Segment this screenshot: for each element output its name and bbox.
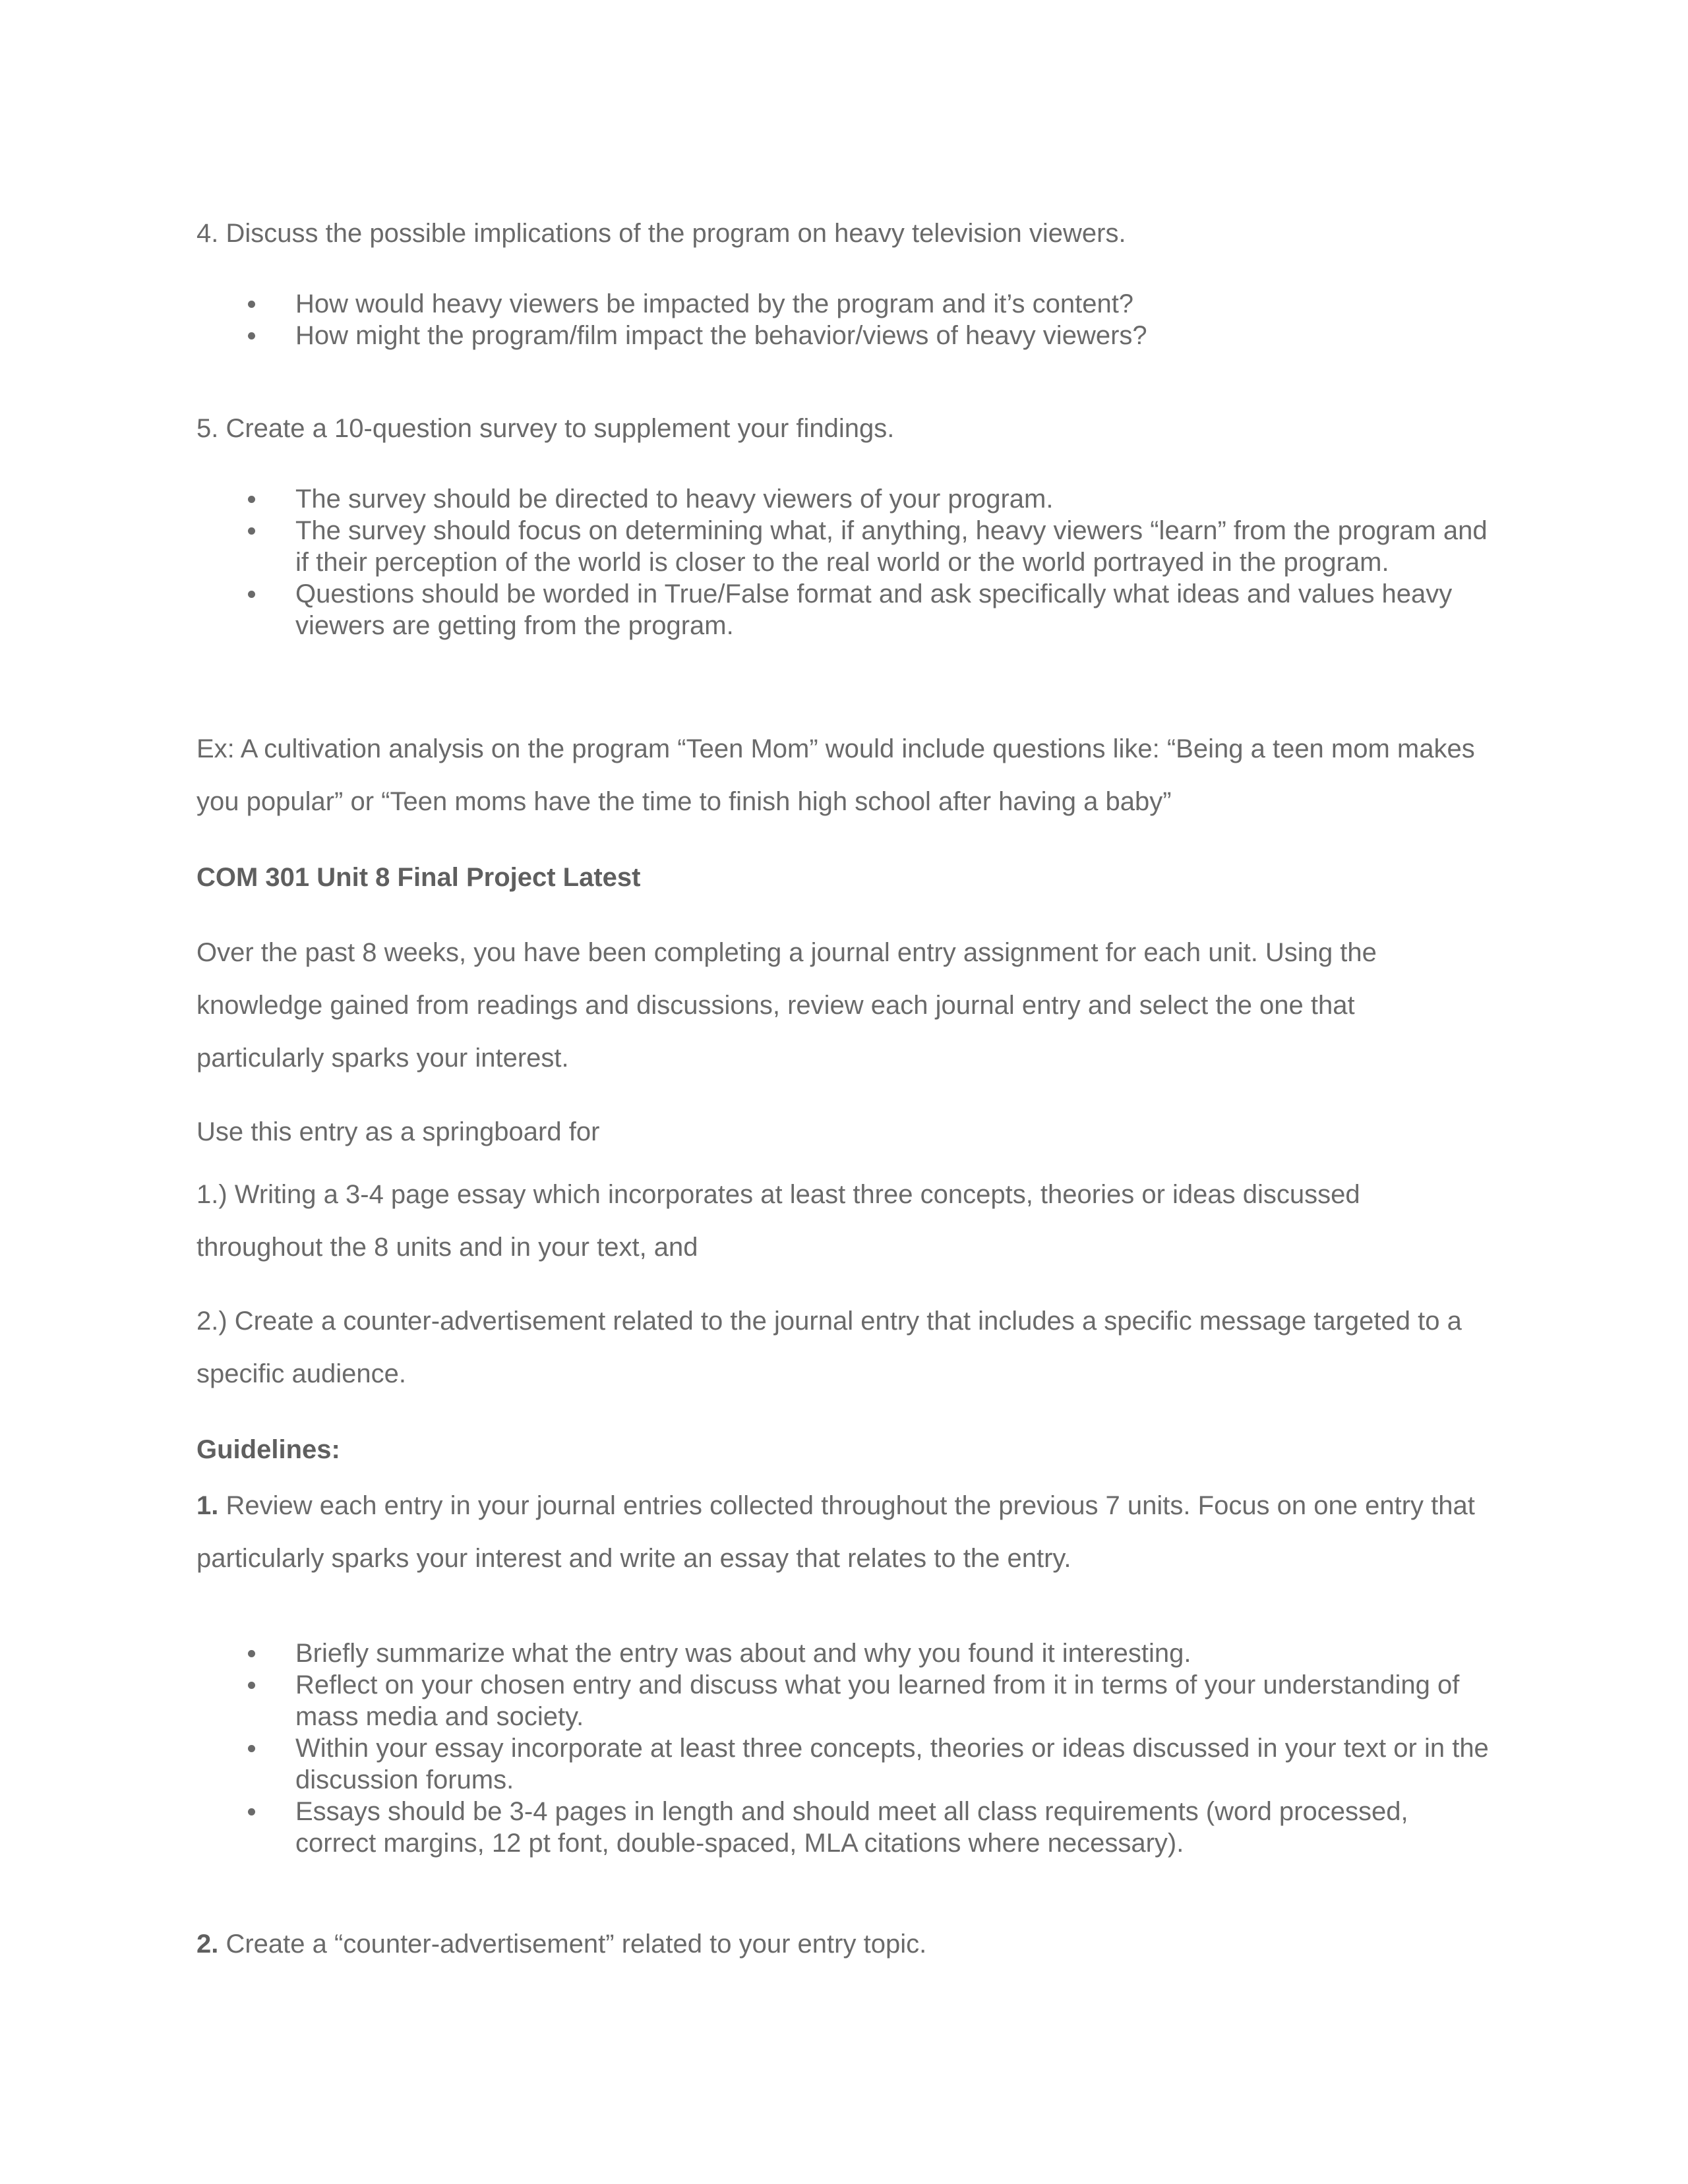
guideline-1-paragraph xyxy=(196,1479,1489,1585)
bullet-icon xyxy=(248,1808,255,1815)
section-4-bullets xyxy=(196,288,1489,351)
list-item: Briefly summarize what the entry was about and why you found it interesting. xyxy=(196,1638,1489,1669)
list-item: How might the program/film impact the behavior/views of heavy viewers? xyxy=(196,320,1489,351)
springboard-line: Use this entry as a springboard for xyxy=(196,1117,600,1146)
guideline-1-text: Review each entry in your journal entries collected throughout the previous 7 units. Focus on one entry that particularly sparks your interest and write an essay that relates to the entry. xyxy=(196,1491,1475,1573)
guideline-2-number: 2. xyxy=(196,1930,219,1959)
section-5-heading: 5. Create a 10-question survey to supplement your findings. xyxy=(196,414,895,443)
document-page xyxy=(196,0,1489,2184)
guidelines-label: Guidelines: xyxy=(196,1435,340,1464)
list-item: Questions should be worded in True/False format and ask specifically what ideas and values heavy viewers are getting from the program. xyxy=(196,578,1489,641)
list-item: Within your essay incorporate at least three concepts, theories or ideas discussed in your text or in the discussion forums. xyxy=(196,1732,1489,1796)
section-4-heading: 4. Discuss the possible implications of the program on heavy television viewers. xyxy=(196,219,1126,248)
bullet-icon xyxy=(248,591,255,598)
bullet-icon xyxy=(248,1745,255,1752)
bullet-icon xyxy=(248,496,255,503)
bullet-icon xyxy=(248,332,255,339)
task-1-paragraph: 1.) Writing a 3-4 page essay which incorporates at least three concepts, theories or ideas discussed throughout the 8 units and in your text, and xyxy=(196,1180,1360,1262)
section-5-bullets xyxy=(196,483,1489,641)
list-item: The survey should focus on determining what, if anything, heavy viewers “learn” from the program and if their perception of the world is closer to the real world or the world portrayed in the program. xyxy=(196,515,1489,578)
list-item: Essays should be 3-4 pages in length and should meet all class requirements (word processed, correct margins, 12 pt font, double-spaced, MLA citations where necessary). xyxy=(196,1796,1489,1859)
example-paragraph: Ex: A cultivation analysis on the program “Teen Mom” would include questions like: “Being a teen mom makes you popular” or “Teen moms have the time to finish high school after having a baby” xyxy=(196,734,1475,816)
list-item: Reflect on your chosen entry and discuss what you learned from it in terms of your understanding of mass media and society. xyxy=(196,1669,1489,1732)
list-item: The survey should be directed to heavy viewers of your program. xyxy=(196,483,1489,515)
list-item: How would heavy viewers be impacted by the program and it’s content? xyxy=(196,288,1489,320)
bullet-icon xyxy=(248,301,255,308)
bullet-icon xyxy=(248,1682,255,1689)
task-2-paragraph: 2.) Create a counter-advertisement related to the journal entry that includes a specific message targeted to a specific audience. xyxy=(196,1307,1462,1388)
guideline-1-bullets xyxy=(196,1638,1489,1859)
guideline-2-text: Create a “counter-advertisement” related to your entry topic. xyxy=(218,1930,927,1959)
guideline-2-paragraph xyxy=(196,1928,1489,1960)
bullet-icon xyxy=(248,1650,255,1657)
intro-paragraph: Over the past 8 weeks, you have been completing a journal entry assignment for each unit. Using the knowledge gained from readings and discussions, review each journal entry and select the one that particularly sparks your interest. xyxy=(196,938,1377,1073)
bullet-icon xyxy=(248,527,255,535)
project-title: COM 301 Unit 8 Final Project Latest xyxy=(196,863,641,892)
guideline-1-number: 1. xyxy=(196,1491,219,1520)
